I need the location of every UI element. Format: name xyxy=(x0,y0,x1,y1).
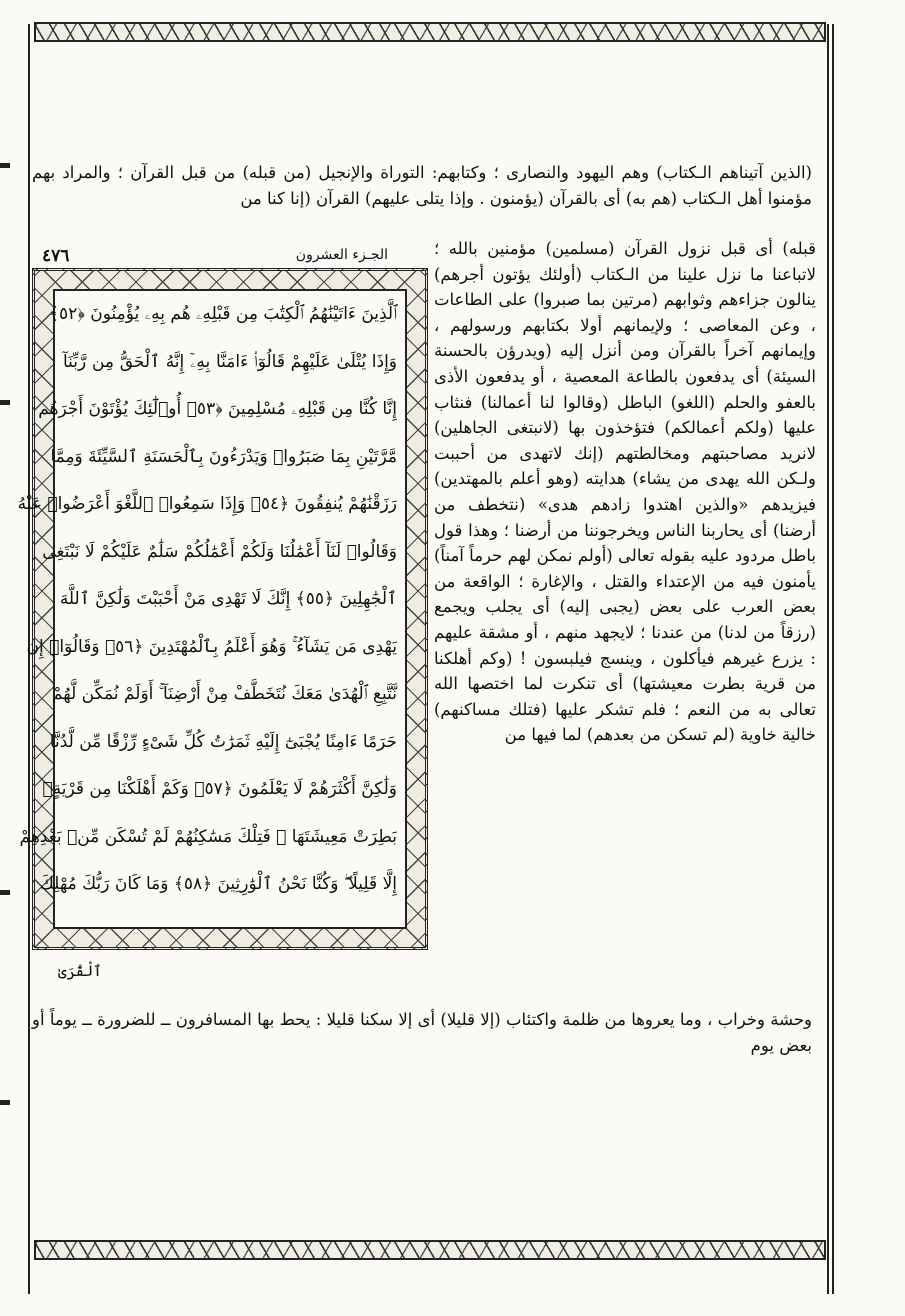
page-frame-line-right xyxy=(827,24,829,1294)
quran-line: مَّرَّتَيْنِ بِمَا صَبَرُوا۟ وَيَدْرَءُونَ بِٱلْحَسَنَةِ ٱلسَّيِّئَةَ وَمِمَّا xyxy=(50,446,397,467)
commentary-top: (الذين آتيناهم الـكتاب) وهم اليهود والنصارى ؛ وكتابهم: التوراة والإنجيل (من قبله) من قبل القرآن ؛ والمراد بهم مؤمنوا أهل الـكتاب (هم به) أى بالقرآن (يؤمنون . وإذا يتلى عليهم) القرآن (إنا كنا من xyxy=(32,163,812,208)
margin-mark xyxy=(0,163,10,168)
page-number: ٤٧٦ xyxy=(42,246,70,266)
part-label: الجـزء العشرون xyxy=(295,247,388,263)
quran-line: ٱلْجَٰهِلِينَ ﴿٥٥﴾ إِنَّكَ لَا تَهْدِى مَنْ أَحْبَبْتَ وَلَٰكِنَّ ٱللَّهَ xyxy=(59,589,397,609)
catchword: ٱلْقُرَىٰ xyxy=(58,962,102,980)
quran-line: بَطِرَتْ مَعِيشَتَهَا ۖ فَتِلْكَ مَسَٰكِنُهُمْ لَمْ تُسْكَن مِّنۢ بَعْدِهِمْ xyxy=(19,826,397,847)
quran-line: رَزَقْنَٰهُمْ يُنفِقُونَ ﴿٥٤﴾ وَإِذَا سَمِعُوا۟ ٱللَّغْوَ أَعْرَضُوا۟ عَنْهُ xyxy=(17,494,397,514)
quran-line: ٱلَّذِينَ ءَاتَيْنَٰهُمُ ٱلْكِتَٰبَ مِن قَبْلِهِۦ هُم بِهِۦ يُؤْمِنُونَ ﴿٥٢﴾ xyxy=(49,304,397,324)
quran-line: يَهْدِى مَن يَشَآءُ ۚ وَهُوَ أَعْلَمُ بِٱلْمُهْتَدِينَ ﴿٥٦﴾ وَقَالُوٓا۟ إِن xyxy=(26,636,397,657)
margin-mark xyxy=(0,400,10,405)
quran-text-area xyxy=(17,289,407,929)
top-ornament-border xyxy=(34,22,826,42)
page-frame-line-left xyxy=(28,24,30,1294)
quran-line: وَإِذَا يُتْلَىٰ عَلَيْهِمْ قَالُوٓا۟ ءَامَنَّا بِهِۦٓ إِنَّهُ ٱلْحَقُّ مِن رَّبِّنَآ xyxy=(63,351,397,372)
page-frame-line-right-outer xyxy=(832,24,834,1294)
quran-line: إِنَّا كُنَّا مِن قَبْلِهِۦ مُسْلِمِينَ ﴿٥٣﴾ أُو۟لَٰٓئِكَ يُؤْتَوْنَ أَجْرَهُم xyxy=(38,399,397,419)
margin-mark xyxy=(0,1100,10,1105)
commentary-bottom: وحشة وخراب ، وما يعروها من ظلمة واكتئاب (إلا قليلا) أى إلا سكنا قليلا : يحط بها المسافرون ــ للضرورة ــ يوماً أو بعض يوم xyxy=(32,1010,812,1055)
quran-line: حَرَمًا ءَامِنًا يُجْبَىٰٓ إِلَيْهِ ثَمَرَٰتُ كُلِّ شَىْءٍ رِّزْقًا مِّن لَّدُنَّا xyxy=(49,731,397,752)
quran-line: إِلَّا قَلِيلًا ۖ وَكُنَّا نَحْنُ ٱلْوَٰرِثِينَ ﴿٥٨﴾ وَمَا كَانَ رَبُّكَ مُهْلِكَ xyxy=(39,874,397,894)
commentary-side: قبله) أى قبل نزول القرآن (مسلمين) مؤمنين بالله ؛ لاتباعنا ما نزل علينا من الـكتاب (أولئك يؤتون أجرهم) ينالون جزاءهم وثوابهم (مرتين بما صبروا) على الطاعات ، وعن المعاصى ؛ ولإيمانهم أولا بكتابهم ورسولهم ، وإيمانهم آخراً بالقرآن ومن أنزل إليه (ويدرؤن بالحسنة السيئة) أى يدفعون بالطاعة المعصية ، أو يدفعون الأذى بالعفو والحلم (اللغو) الباطل (وقالوا لنا أعمالنا) فنثاب عليها (ولكم أعمالكم) فتؤخذون بها (لانبتغى الجاهلين) لانريد مصاحبتهم ومخالطتهم (إنك لاتهدى من أحببت ولـكن الله يهدى من يشاء) هدايته (وهو أعلم بالمهتدين) فيزيدهم «والذين اهتدوا زادهم هدى» (نتخطف من أرضنا) أى يحاربنا الناس ويخرجوننا من أرضنا ؛ وهذا قول باطل مردود عليه بقوله تعالى (أولم نمكن لهم حرماً آمناً) يأمنون فيه من الإعتداء والقتل ، والإغارة ؛ الواقعة من بعض العرب على بعض (يجبى إليه) أى يجلب ويجمع (رزقاً من لدنا) من عندنا ؛ لايجهد منهم ، أو مشقة عليهم : يزرع غيرهم فيأكلون ، وينسج فيلبسون ! (وكم أهلكنا من قرية بطرت معيشتها) أى تنكرت لما اختصها الله تعالى به من النعم ؛ فلم تشكر عليها (فتلك مساكنهم) خالية خاوية (لم تسكن من بعدهم) لما فيها من xyxy=(434,239,816,745)
quran-line: وَقَالُوا۟ لَنَآ أَعْمَٰلُنَا وَلَكُمْ أَعْمَٰلُكُمْ سَلَٰمٌ عَلَيْكُمْ لَا نَبْتَغِى xyxy=(42,541,397,562)
bottom-ornament-border xyxy=(34,1240,826,1260)
quran-line: نَّتَّبِعِ ٱلْهُدَىٰ مَعَكَ نُتَخَطَّفْ مِنْ أَرْضِنَآ ۚ أَوَلَمْ نُمَكِّن لَّهُمْ xyxy=(51,684,397,704)
margin-mark xyxy=(0,890,10,895)
panel-header xyxy=(36,246,428,268)
quran-line: وَلَٰكِنَّ أَكْثَرَهُمْ لَا يَعْلَمُونَ ﴿٥٧﴾ وَكَمْ أَهْلَكْنَا مِن قَرْيَةٍۭ xyxy=(42,779,397,799)
quran-text-panel xyxy=(17,268,428,950)
